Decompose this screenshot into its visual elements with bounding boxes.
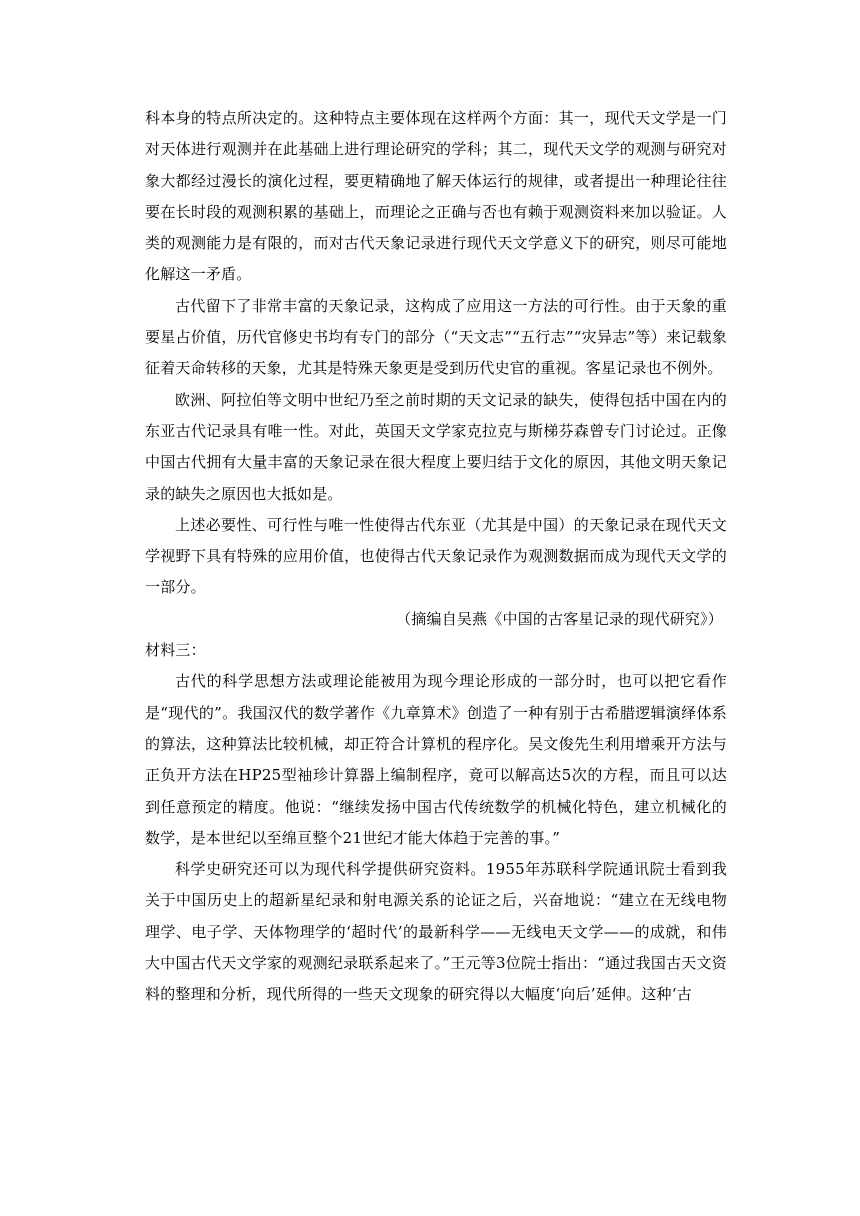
document-body — [145, 103, 727, 1011]
paragraph-continuation: 科本身的特点所决定的。这种特点主要体现在这样两个方面：其一，现代天文学是一门对天体进行观测并在此基础上进行理论研究的学科；其二，现代天文学的观测与研究对象大都经过漫长的演化过程，要更精确地了解天体运行的规律，或者提出一种理论往往要在长时段的观测积累的基础上，而理论之正确与否也有赖于观测资料来加以验证。人类的观测能力是有限的，而对古代天象记录进行现代天文学意义下的研究，则尽可能地化解这一矛盾。 — [145, 109, 727, 284]
paragraph-research-materials: 科学史研究还可以为现代科学提供研究资料。1955年苏联科学院通讯院士看到我关于中国历史上的超新星纪录和射电源关系的论证之后，兴奋地说：“建立在无线电物理学、电子学、天体物理学的‘超时代’的最新科学——无线电天文学——的成就，和伟大中国古代天文学家的观测纪录联系起来了。”王元等3位院士指出：“通过我国古天文资料的整理和分析，现代所得的一些天文现象的研究得以大幅度‘向后’延伸。这种‘古 — [145, 860, 727, 1004]
paragraph-methods: 古代的科学思想方法或理论能被用为现今理论形成的一部分时，也可以把它看作是“现代的”。我国汉代的数学著作《九章算术》创造了一种有别于古希腊逻辑演绎体系的算法，这种算法比较机械，却正符合计算机的程序化。吴文俊先生利用增乘开方法与正负开方法在HP25型袖珍计算器上编制程序，竟可以解高达5次的方程，而且可以达到任意预定的精度。他说：“继续发扬中国古代传统数学的机械化特色，建立机械化的数学，是本世纪以至绵亘整个21世纪才能大体趋于完善的事。” — [145, 672, 727, 847]
source-citation: （摘编自吴燕《中国的古客星记录的现代研究》） — [396, 609, 723, 628]
paragraph-summary: 上述必要性、可行性与唯一性使得古代东亚（尤其是中国）的天象记录在现代天文学视野下具有特殊的应用价值，也使得古代天象记录作为观测数据而成为现代天文学的一部分。 — [145, 515, 727, 597]
section-label: 材料三： — [145, 641, 206, 660]
paragraph-feasibility: 古代留下了非常丰富的天象记录，这构成了应用这一方法的可行性。由于天象的重要星占价值，历代官修史书均有专门的部分（“天文志”“五行志”“灾异志”等）来记载象征着天命转移的天象，尤其是特殊天象更是受到历代史官的重视。客星记录也不例外。 — [145, 296, 727, 378]
paragraph-uniqueness: 欧洲、阿拉伯等文明中世纪乃至之前时期的天文记录的缺失，使得包括中国在内的东亚古代记录具有唯一性。对此，英国天文学家克拉克与斯梯芬森曾专门讨论过。正像中国古代拥有大量丰富的天象记录在很大程度上要归结于文化的原因，其他文明天象记录的缺失之原因也大抵如是。 — [145, 390, 727, 503]
